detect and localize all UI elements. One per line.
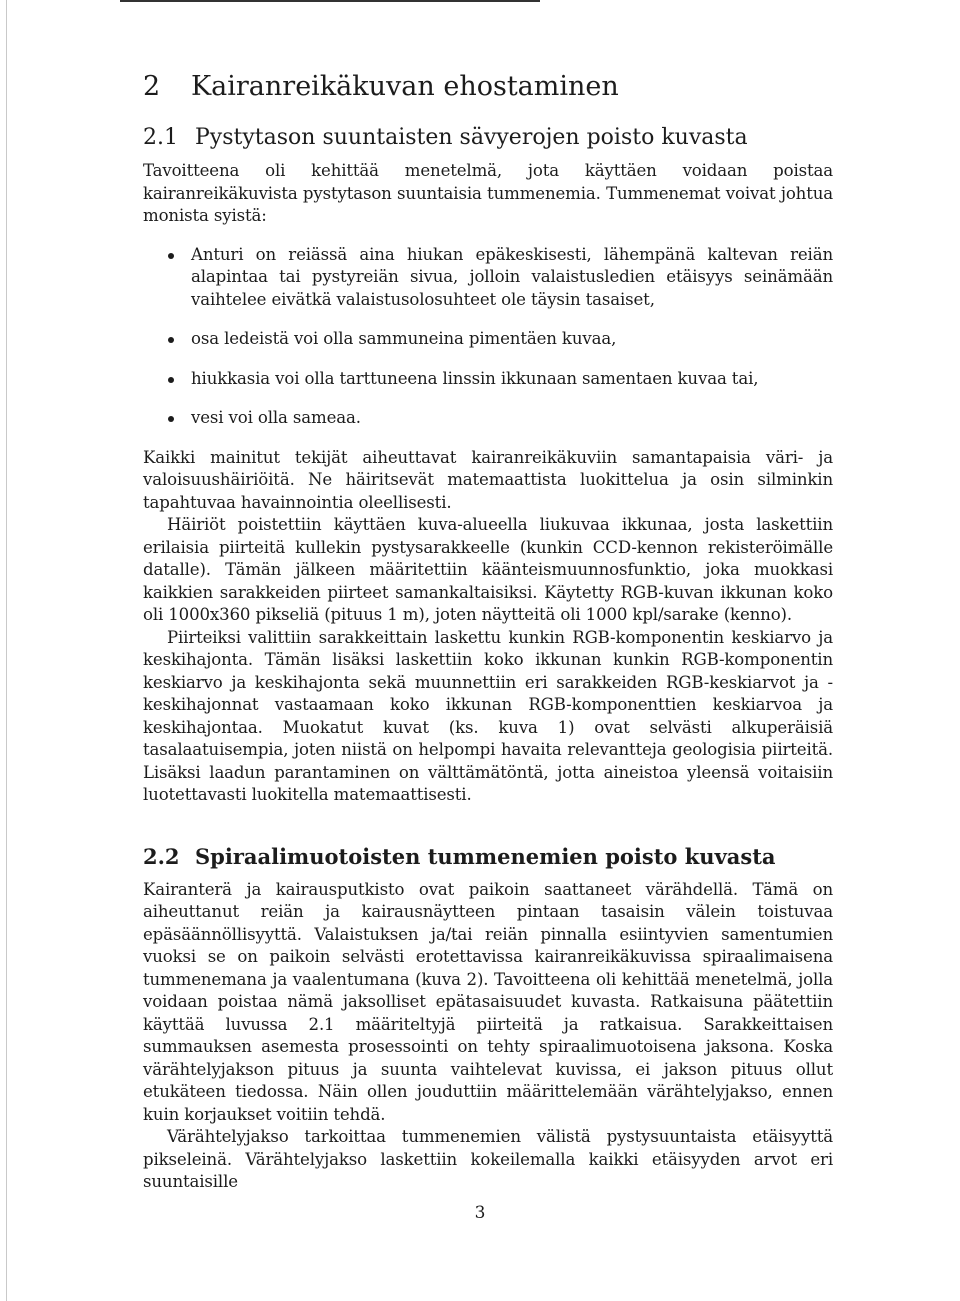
section-title: Kairanreikäkuvan ehostaminen [191, 71, 619, 102]
section-heading-2 [143, 70, 833, 104]
body-paragraph: Häiriöt poistettiin käyttäen kuva-alueella liukuvaa ikkunaa, josta laskettiin erilaisia piirteitä kullekin pystysarakkeelle (kunkin CCD-kennon rekisteröimälle datalle). Tämän jälkeen määritettiin käänteismuunnosfunktio, joka muokkasi kaikkien sarakkeiden piirteet samankaltaisiksi. Käytetty RGB-kuvan ikkunan koko oli 1000x360 pikseliä (pituus 1 m), joten näytteitä oli 1000 kpl/sarake (kenno). [143, 515, 833, 624]
subsection-title: Spiraalimuotoisten tummenemien poisto kuvasta [195, 843, 776, 869]
intro-paragraph: Tavoitteena oli kehittää menetelmä, jota käyttäen voidaan poistaa kairanreikäkuvista pystytason suuntaisia tummenemia. Tummenemat voivat johtua monista syistä: [143, 161, 833, 225]
list-item: Anturi on reiässä aina hiukan epäkeskisesti, lähempänä kaltevan reiän alapintaa tai pystyreiän sivua, jolloin valaistusledien etäisyys seinämään vaihtelee eivätkä valaistusolosuhteet ole täysin tasaiset, [191, 244, 833, 312]
subsection-title: Pystytason suuntaisten sävyerojen poisto kuvasta [195, 125, 748, 150]
list-item: osa ledeistä voi olla sammuneina pimentäen kuvaa, [191, 328, 833, 351]
bullet-icon [168, 253, 174, 259]
body-paragraph: Kairanterä ja kairausputkisto ovat paikoin saattaneet värähdellä. Tämä on aiheuttanut reiän ja kairausnäytteen pintaan tasaisin välein toistuvaa epäsäännöllisyyttä. Valaistuksen ja/tai reiän pinnalla esiintyvien samentumien vuoksi se on paikoin selvästi erotettavissa kairanreikäkuvissa spiraalimaisena tummenemana ja vaalentumana (kuva 2). Tavoitteena oli kehittää menetelmä, jolla voidaan poistaa nämä jaksolliset epätasaisuudet kuvasta. Ratkaisuna päätettiin käyttää luvussa 2.1 määriteltyjä piirteitä ja ratkaisua. Sarakkeittaisen summauksen asemesta prosessointi on tehty spiraalimuotoisena jaksona. Koska värähtelyjakson pituus ja suunta vaihtelevat kuvissa, ei jakson pituus ollut etukäteen tiedossa. Näin ollen jouduttiin määrittelemään värähtelyjakso, ennen kuin korjaukset voitiin tehdä. [143, 879, 833, 1124]
list-item: hiukkasia voi olla tarttuneena linssin ikkunaan samentaen kuvaa tai, [191, 368, 833, 391]
scan-artifact-edge [6, 0, 7, 1301]
bullet-icon [168, 377, 174, 383]
subsection-number: 2.1 [143, 125, 178, 150]
body-paragraph: Kaikki mainitut tekijät aiheuttavat kairanreikäkuviin samantapaisia väri- ja valoisuushäiriöitä. Ne häiritsevät matemaattista luokittelua ja osin silminkin tapahtuvaa havainnointia oleellisesti. [143, 447, 833, 512]
bullet-icon [168, 337, 174, 343]
subsection-number: 2.2 [143, 843, 180, 869]
subsection-heading-2-2 [143, 843, 833, 871]
list-item: vesi voi olla sameaa. [191, 407, 833, 430]
causes-list [143, 244, 833, 430]
body-paragraph: Värähtelyjakso tarkoittaa tummenemien välistä pystysuuntaista etäisyyttä pikseleinä. Värähtelyjakso laskettiin kokeilemalla kaikki etäisyyden arvot eri suuntaisille [143, 1127, 833, 1191]
body-paragraph: Piirteiksi valittiin sarakkeittain laskettu kunkin RGB-komponentin keskiarvo ja keskihajonta. Tämän lisäksi laskettiin koko ikkunan kunkin RGB-komponentin keskiarvo ja keskihajonta sekä muunnettiin eri sarakkeiden RGB-keskiarvot ja -keskihajonnat vastaamaan koko ikkunan RGB-komponenttien keskiarvoa ja keskihajontaa. Muokatut kuvat (ks. kuva 1) ovat selvästi alkuperäisiä tasalaatuisempia, joten niistä on helpompi havaita relevantteja geologisia piirteitä. Lisäksi laadun parantaminen on välttämätöntä, jotta aineistoa yleensä voitaisiin luotettavasti luokitella matemaattisesti. [143, 627, 833, 804]
section-number: 2 [143, 71, 161, 102]
scan-artifact-line [120, 0, 540, 2]
page-number: 3 [474, 1203, 486, 1223]
subsection-heading-2-1 [143, 124, 833, 152]
bullet-icon [168, 416, 174, 422]
document-page [143, 70, 833, 1194]
